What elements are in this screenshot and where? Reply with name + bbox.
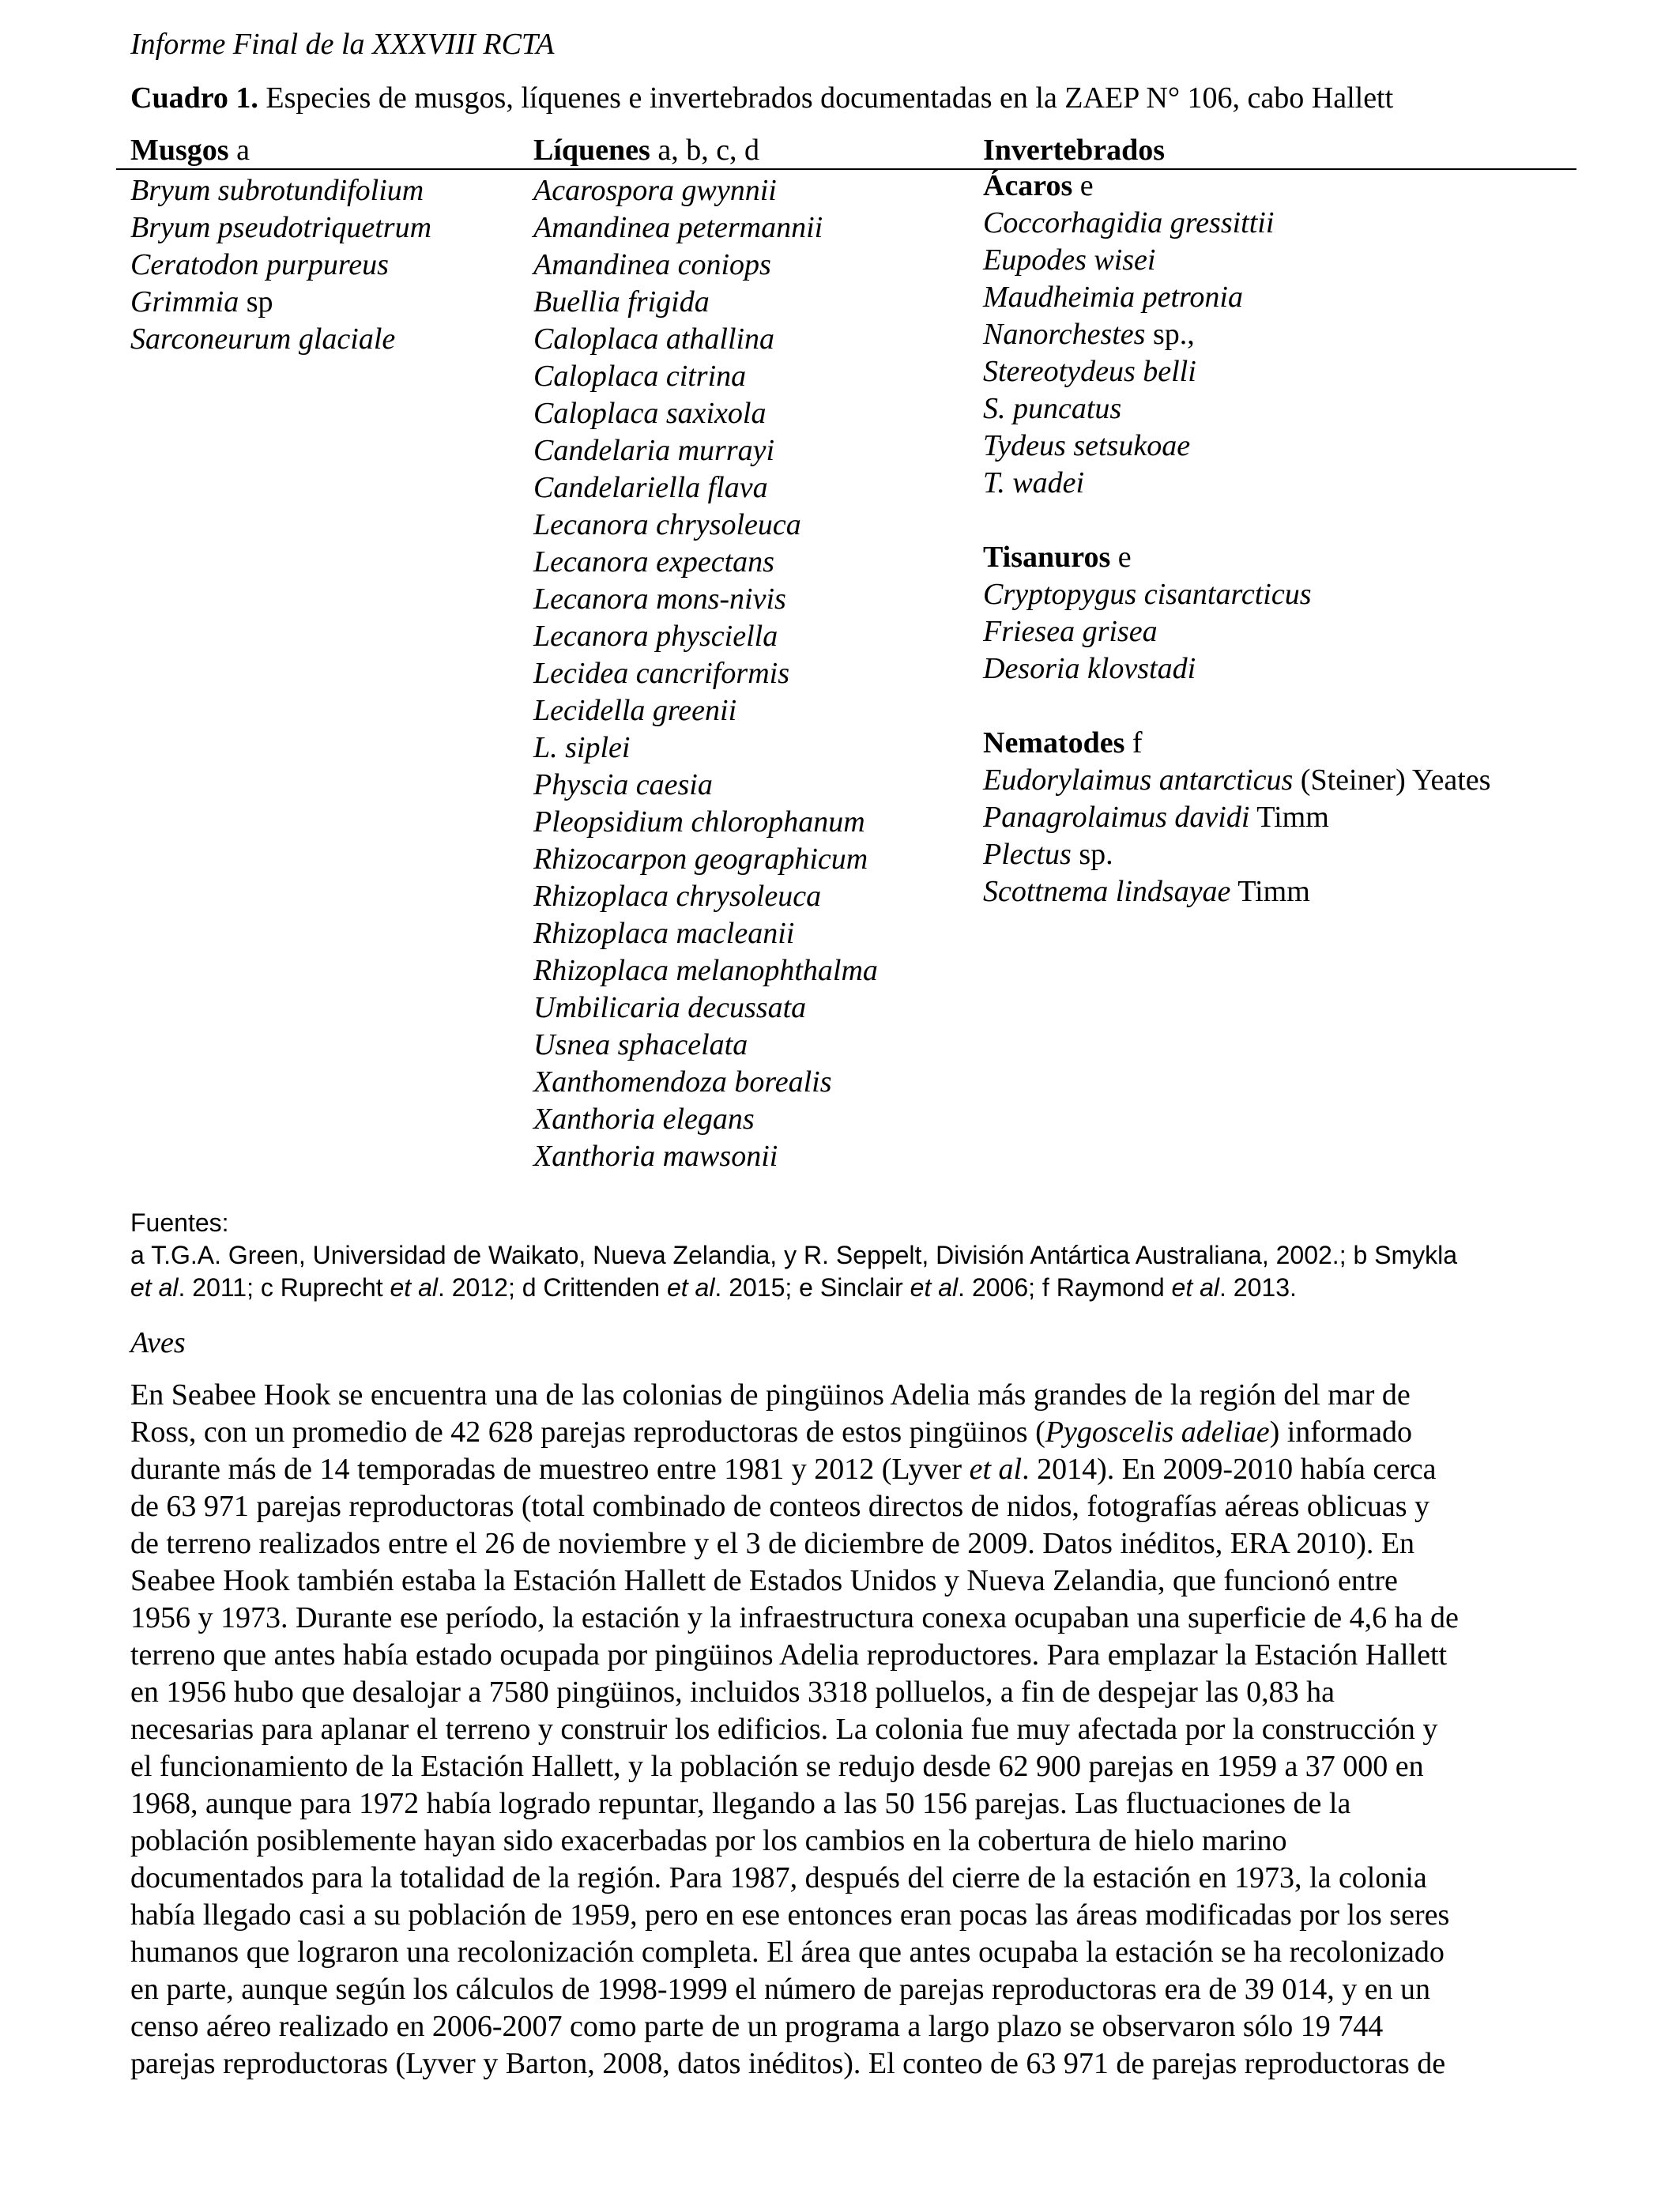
paragraph-line [130, 1971, 1565, 2008]
table-caption [130, 80, 1393, 116]
text-run: 1968, aunque para 1972 había logrado repuntar, llegando a las 50 156 parejas. Las fluctuaciones de la [130, 1787, 1351, 1820]
lichen-species-item [533, 209, 878, 247]
species-name: Lecanora chrysoleuca [533, 508, 801, 541]
group-refs: f [1124, 726, 1143, 760]
et-al-text: et al [666, 1273, 715, 1302]
lichen-species-item [533, 1064, 878, 1101]
text-run: población posiblemente hayan sido exacerbadas por los cambios en la cobertura de hielo marino [130, 1824, 1287, 1857]
lichen-species-item [533, 618, 878, 655]
lichen-species-item [533, 395, 878, 432]
invertebrates-column [983, 168, 1490, 910]
species-name: Ceratodon purpureus [130, 248, 389, 281]
species-authority: sp. [1071, 838, 1113, 871]
species-name: Panagrolaimus davidi [983, 801, 1250, 834]
species-name: Lecidella greenii [533, 694, 737, 727]
species-name: Lecidea cancriformis [533, 657, 790, 690]
species-name: Stereotydeus belli [983, 355, 1196, 388]
species-name: Amandinea petermannii [533, 211, 823, 244]
species-name: Bryum subrotundifolium [130, 174, 424, 207]
lichen-species-item [533, 469, 878, 507]
lichen-species-item [533, 544, 878, 581]
invertebrate-species-item [983, 576, 1490, 613]
species-name: Xanthomendoza borealis [533, 1065, 832, 1099]
paragraph-line [130, 2008, 1565, 2045]
paragraph-line [130, 1451, 1565, 1488]
text-run: Seabee Hook también estaba la Estación Hallett de Estados Unidos y Nueva Zelandia, que funcionó entre [130, 1564, 1398, 1597]
species-name: Desoria klovstadi [983, 652, 1196, 685]
species-name: Caloplaca athallina [533, 322, 775, 356]
text-run: había llegado casi a su población de 1959, pero en ese entonces eran pocas las áreas modificadas por los seres [130, 1898, 1450, 1932]
sources-line-2 [130, 1272, 1457, 1304]
paragraph-line [130, 1377, 1565, 1414]
lichen-species-item [533, 284, 878, 321]
group-spacer [983, 688, 1490, 725]
lichen-species-item [533, 172, 878, 209]
species-name: Scottnema lindsayae [983, 875, 1231, 908]
section-title-aves: Aves [130, 1326, 186, 1359]
species-authority: Timm [1249, 801, 1329, 834]
invertebrate-species-item [983, 242, 1490, 279]
invertebrate-species-item [983, 650, 1490, 688]
species-name: Xanthoria elegans [533, 1103, 755, 1136]
sources-note [130, 1207, 1457, 1304]
species-name: Acarospora gwynnii [533, 174, 777, 207]
species-authority: sp., [1145, 318, 1195, 351]
lichen-species-item [533, 692, 878, 729]
lichen-species-item [533, 507, 878, 544]
species-name: Maudheimia petronia [983, 281, 1243, 314]
invertebrate-species-item [983, 316, 1490, 353]
species-name: Buellia frigida [533, 285, 710, 319]
invertebrate-species-list [983, 576, 1490, 688]
species-name: Caloplaca citrina [533, 360, 747, 393]
text-run: durante más de 14 temporadas de muestreo entre 1981 y 2012 (Lyver [130, 1453, 970, 1486]
species-name: Lecanora physciella [533, 620, 778, 653]
reference-text: . 2006; f Raymond [958, 1273, 1172, 1302]
species-name: Physcia caesia [533, 768, 713, 801]
species-name: Grimmia [130, 285, 239, 319]
group-spacer [983, 502, 1490, 539]
lichens-list [533, 172, 878, 1175]
lichen-species-item [533, 321, 878, 358]
species-name: Cryptopygus cisantarcticus [983, 578, 1312, 611]
reference-text: . 2015; e Sinclair [714, 1273, 910, 1302]
text-run: el funcionamiento de la Estación Hallett, y la población se redujo desde 62 900 parejas en 1959 a 37 000 en [130, 1750, 1424, 1783]
paragraph-line [130, 1748, 1565, 1785]
reference-text: . 2012; d Crittenden [437, 1273, 667, 1302]
invertebrate-species-item [983, 279, 1490, 316]
invertebrate-species-item [983, 428, 1490, 465]
paragraph-line [130, 1860, 1565, 1897]
column-header-lichens: Líquenes a, b, c, d [533, 134, 760, 167]
et-al-text: et al [910, 1273, 959, 1302]
text-run: en parte, aunque según los cálculos de 1998-1999 el número de parejas reproductoras era de 39 014, y en un [130, 1973, 1431, 2006]
reference-text: . 2013. [1219, 1273, 1297, 1302]
species-name: Rhizocarpon geographicum [533, 843, 868, 876]
lichen-species-item [533, 878, 878, 915]
paragraph-line [130, 1600, 1565, 1637]
invertebrate-group-header [983, 725, 1490, 762]
species-name: Eupodes wisei [983, 243, 1156, 277]
text-run: . 2014). En 2009-2010 había cerca [1022, 1453, 1437, 1486]
species-qualifier: sp [239, 285, 273, 319]
lichen-species-item [533, 247, 878, 284]
sources-line-1: a T.G.A. Green, Universidad de Waikato, Nueva Zelandia, y R. Seppelt, División Antártica Australiana, 2002.; b Smykla [130, 1241, 1458, 1269]
species-name: Xanthoria mawsonii [533, 1140, 778, 1173]
species-name: Candelaria murrayi [533, 434, 775, 467]
lichens-column [533, 172, 878, 1175]
species-name: Plectus [983, 838, 1072, 871]
species-name: Rhizoplaca melanophthalma [533, 954, 878, 987]
species-authority: Timm [1230, 875, 1310, 908]
text-run: necesarias para aplanar el terreno y construir los edificios. La colonia fue muy afectada por la construcción y [130, 1713, 1438, 1746]
reference-text: . 2011; c Ruprecht [178, 1273, 390, 1302]
lichen-species-item [533, 767, 878, 804]
et-al-text: et al [130, 1273, 179, 1302]
group-title: Tisanuros [983, 541, 1111, 574]
moss-species-item [130, 172, 431, 209]
group-title: Nematodes [983, 726, 1125, 760]
paragraph-line [130, 1414, 1565, 1451]
lichen-species-item [533, 358, 878, 395]
table-header-row [116, 132, 1576, 170]
species-name: Tydeus setsukoae [983, 429, 1191, 462]
species-name: Umbilicaria decussata [533, 991, 807, 1024]
species-name: Rhizoplaca macleanii [533, 917, 795, 950]
paragraph-line [130, 1488, 1565, 1525]
species-authority: (Steiner) Yeates [1293, 763, 1491, 797]
mosses-column [130, 172, 431, 358]
text-run: ) informado [1269, 1416, 1413, 1449]
paragraph-line [130, 1525, 1565, 1563]
table-caption-text: Especies de musgos, líquenes e invertebrados documentadas en la ZAEP N° 106, cabo Hallett [258, 81, 1394, 115]
species-name: Lecanora expectans [533, 545, 774, 579]
et-al-text: et al [1171, 1273, 1220, 1302]
text-run: documentados para la totalidad de la región. Para 1987, después del cierre de la estación en 1973, la colonia [130, 1861, 1427, 1894]
invertebrate-species-item [983, 353, 1490, 390]
invertebrate-group-header [983, 539, 1490, 576]
species-name: Lecanora mons-nivis [533, 582, 786, 616]
lichen-species-item [533, 841, 878, 878]
invertebrate-species-item [983, 799, 1490, 836]
paragraph-line [130, 1823, 1565, 1860]
table-caption-label: Cuadro 1. [130, 81, 258, 115]
paragraph-line [130, 1637, 1565, 1674]
species-name: Friesea grisea [983, 615, 1158, 648]
species-name: L. siplei [533, 731, 631, 764]
moss-species-item [130, 209, 431, 247]
moss-species-item [130, 321, 431, 358]
text-run: humanos que lograron una recolonización completa. El área que antes ocupaba la estación se ha recolonizado [130, 1936, 1445, 1969]
group-refs: e [1072, 169, 1094, 202]
lichen-species-item [533, 1138, 878, 1175]
paragraph-line [130, 1934, 1565, 1971]
paragraph-line [130, 1674, 1565, 1711]
text-run: en 1956 hubo que desalojar a 7580 pingüinos, incluidos 3318 polluelos, a fin de despejar las 0,83 ha [130, 1676, 1335, 1709]
body-paragraph [130, 1377, 1565, 2083]
invertebrate-species-item [983, 613, 1490, 650]
sources-label: Fuentes: [130, 1208, 229, 1237]
paragraph-line [130, 1897, 1565, 1934]
group-title: Ácaros [983, 169, 1073, 202]
species-name: Caloplaca saxixola [533, 397, 767, 430]
invertebrate-species-item [983, 465, 1490, 502]
paragraph-line [130, 1785, 1565, 1823]
text-run: terreno que antes había estado ocupada por pingüinos Adelia reproductores. Para emplazar la Estación Hallett [130, 1638, 1448, 1672]
species-name: Rhizoplaca chrysoleuca [533, 880, 822, 913]
text-run: de terreno realizados entre el 26 de noviembre y el 3 de diciembre de 2009. Datos inéditos, ERA 2010). En [130, 1527, 1415, 1560]
species-name: Bryum pseudotriquetrum [130, 211, 432, 244]
invertebrate-species-item [983, 873, 1490, 910]
lichen-species-item [533, 655, 878, 692]
paragraph-line [130, 2045, 1565, 2083]
species-name: Pleopsidium chlorophanum [533, 805, 865, 839]
lichen-species-item [533, 804, 878, 841]
species-name: Nanorchestes [983, 318, 1146, 351]
species-name: S. puncatus [983, 392, 1122, 425]
text-run: En Seabee Hook se encuentra una de las colonias de pingüinos Adelia más grandes de la región del mar de [130, 1378, 1411, 1412]
lichen-species-item [533, 952, 878, 990]
invertebrate-group-header [983, 168, 1490, 205]
italic-text: Pygoscelis adeliae [1045, 1416, 1270, 1449]
running-header: Informe Final de la XXXVIII RCTA [130, 28, 555, 61]
text-run: censo aéreo realizado en 2006-2007 como parte de un programa a largo plazo se observaron sólo 19 744 [130, 2010, 1384, 2043]
moss-species-item [130, 284, 431, 321]
species-name: Candelariella flava [533, 471, 768, 504]
italic-text: et al [969, 1453, 1023, 1486]
group-refs: e [1110, 541, 1132, 574]
et-al-text: et al [390, 1273, 438, 1302]
moss-species-item [130, 247, 431, 284]
species-name: Sarconeurum glaciale [130, 322, 396, 356]
invertebrate-species-item [983, 390, 1490, 428]
text-run: de 63 971 parejas reproductoras (total combinado de conteos directos de nidos, fotografías aéreas oblicuas y [130, 1490, 1430, 1523]
lichen-species-item [533, 432, 878, 469]
invertebrate-groups [983, 168, 1490, 910]
mosses-list [130, 172, 431, 358]
lichen-species-item [533, 729, 878, 767]
species-name: T. wadei [983, 466, 1085, 499]
invertebrate-species-list [983, 205, 1490, 502]
lichen-species-item [533, 1027, 878, 1064]
invertebrate-species-item [983, 205, 1490, 242]
lichen-species-item [533, 581, 878, 618]
column-header-invertebrates: Invertebrados [983, 134, 1166, 167]
lichen-species-item [533, 915, 878, 952]
invertebrate-species-list [983, 762, 1490, 910]
lichen-species-item [533, 990, 878, 1027]
species-name: Coccorhagidia gressittii [983, 206, 1275, 239]
column-header-mosses: Musgos a [130, 134, 250, 167]
text-run: parejas reproductoras (Lyver y Barton, 2008, datos inéditos). El conteo de 63 971 de parejas reproductoras de [130, 2047, 1446, 2080]
paragraph-line [130, 1711, 1565, 1748]
text-run: 1956 y 1973. Durante ese período, la estación y la infraestructura conexa ocupaban una superficie de 4,6 ha de [130, 1601, 1459, 1634]
species-name: Usnea sphacelata [533, 1028, 748, 1061]
species-name: Amandinea coniops [533, 248, 771, 281]
lichen-species-item [533, 1101, 878, 1138]
invertebrate-species-item [983, 762, 1490, 799]
invertebrate-species-item [983, 836, 1490, 873]
paragraph-line [130, 1563, 1565, 1600]
species-name: Eudorylaimus antarcticus [983, 763, 1294, 797]
text-run: Ross, con un promedio de 42 628 parejas reproductoras de estos pingüinos ( [130, 1416, 1045, 1449]
